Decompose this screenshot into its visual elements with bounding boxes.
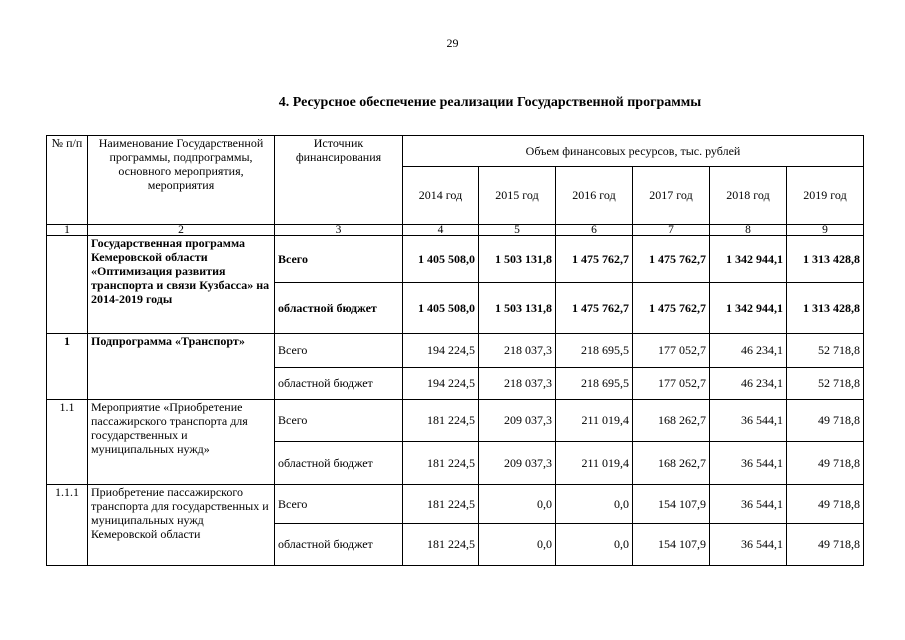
page-number: 29: [446, 36, 459, 50]
table-row: [47, 400, 864, 442]
value-cell: 46 234,1: [710, 368, 787, 400]
header-year: 2017 год: [633, 167, 710, 225]
row-index: 1: [47, 334, 88, 400]
column-number: 2: [88, 225, 275, 236]
value-cell: 1 503 131,8: [479, 283, 556, 334]
value-cell: 168 262,7: [633, 442, 710, 485]
row-source: областной бюджет: [275, 368, 403, 400]
row-source: Всего: [275, 334, 403, 368]
value-cell: 46 234,1: [710, 334, 787, 368]
header-num: № п/п: [47, 136, 88, 225]
value-cell: 211 019,4: [556, 400, 633, 442]
row-source: областной бюджет: [275, 442, 403, 485]
value-cell: 194 224,5: [403, 368, 479, 400]
value-cell: 209 037,3: [479, 400, 556, 442]
value-cell: 1 342 944,1: [710, 283, 787, 334]
column-number: 6: [556, 225, 633, 236]
value-cell: 36 544,1: [710, 524, 787, 566]
table-row: [47, 485, 864, 524]
row-name: Приобретение пассажирского транспорта для государственных и муниципальных нужд Кемеровской области: [88, 485, 275, 566]
value-cell: 1 503 131,8: [479, 236, 556, 283]
submeasure-group: [47, 485, 864, 566]
value-cell: 1 475 762,7: [556, 236, 633, 283]
value-cell: 211 019,4: [556, 442, 633, 485]
row-source: областной бюджет: [275, 524, 403, 566]
value-cell: 168 262,7: [633, 400, 710, 442]
column-number: 4: [403, 225, 479, 236]
value-cell: 0,0: [479, 485, 556, 524]
measure-group: [47, 400, 864, 485]
value-cell: 154 107,9: [633, 485, 710, 524]
column-number: 7: [633, 225, 710, 236]
table-row: [47, 334, 864, 368]
value-cell: 181 224,5: [403, 400, 479, 442]
row-index: [47, 236, 88, 334]
subprogram-group: [47, 334, 864, 400]
header-year: 2018 год: [710, 167, 787, 225]
column-number: 3: [275, 225, 403, 236]
value-cell: 49 718,8: [787, 524, 864, 566]
value-cell: 177 052,7: [633, 334, 710, 368]
value-cell: 1 405 508,0: [403, 236, 479, 283]
value-cell: 177 052,7: [633, 368, 710, 400]
value-cell: 1 475 762,7: [633, 283, 710, 334]
header-year: 2014 год: [403, 167, 479, 225]
value-cell: 181 224,5: [403, 524, 479, 566]
value-cell: 49 718,8: [787, 485, 864, 524]
table-header: [47, 136, 864, 236]
header-name: Наименование Государственной программы, подпрограммы, основного мероприятия, мероприятия: [88, 136, 275, 225]
section-title: 4. Ресурсное обеспечение реализации Государственной программы: [278, 95, 702, 110]
value-cell: 36 544,1: [710, 485, 787, 524]
value-cell: 154 107,9: [633, 524, 710, 566]
value-cell: 52 718,8: [787, 334, 864, 368]
value-cell: 218 037,3: [479, 368, 556, 400]
header-volume: Объем финансовых ресурсов, тыс. рублей: [403, 136, 864, 167]
value-cell: 218 695,5: [556, 368, 633, 400]
row-index: 1.1: [47, 400, 88, 485]
value-cell: 218 037,3: [479, 334, 556, 368]
value-cell: 52 718,8: [787, 368, 864, 400]
value-cell: 1 405 508,0: [403, 283, 479, 334]
value-cell: 209 037,3: [479, 442, 556, 485]
value-cell: 1 313 428,8: [787, 283, 864, 334]
value-cell: 1 475 762,7: [633, 236, 710, 283]
row-source: Всего: [275, 485, 403, 524]
header-year: 2019 год: [787, 167, 864, 225]
row-index: 1.1.1: [47, 485, 88, 566]
header-year: 2016 год: [556, 167, 633, 225]
column-number-row: [47, 225, 864, 236]
column-number: 8: [710, 225, 787, 236]
value-cell: 194 224,5: [403, 334, 479, 368]
value-cell: 0,0: [556, 485, 633, 524]
value-cell: 218 695,5: [556, 334, 633, 368]
row-source: Всего: [275, 400, 403, 442]
row-name: Мероприятие «Приобретение пассажирского транспорта для государственных и муниципальных нужд»: [88, 400, 275, 485]
header-source: Источник финансирования: [275, 136, 403, 225]
value-cell: 36 544,1: [710, 400, 787, 442]
row-name: Государственная программа Кемеровской области «Оптимизация развития транспорта и связи Кузбасса» на 2014-2019 годы: [88, 236, 275, 334]
column-number: 5: [479, 225, 556, 236]
program-group: [47, 236, 864, 334]
value-cell: 181 224,5: [403, 485, 479, 524]
value-cell: 49 718,8: [787, 442, 864, 485]
value-cell: 49 718,8: [787, 400, 864, 442]
value-cell: 181 224,5: [403, 442, 479, 485]
header-year: 2015 год: [479, 167, 556, 225]
value-cell: 1 313 428,8: [787, 236, 864, 283]
table-row: [47, 236, 864, 283]
row-source: Всего: [275, 236, 403, 283]
value-cell: 0,0: [479, 524, 556, 566]
value-cell: 36 544,1: [710, 442, 787, 485]
row-source: областной бюджет: [275, 283, 403, 334]
value-cell: 1 342 944,1: [710, 236, 787, 283]
row-name: Подпрограмма «Транспорт»: [88, 334, 275, 400]
value-cell: 0,0: [556, 524, 633, 566]
column-number: 9: [787, 225, 864, 236]
column-number: 1: [47, 225, 88, 236]
resource-table: [46, 135, 864, 566]
value-cell: 1 475 762,7: [556, 283, 633, 334]
